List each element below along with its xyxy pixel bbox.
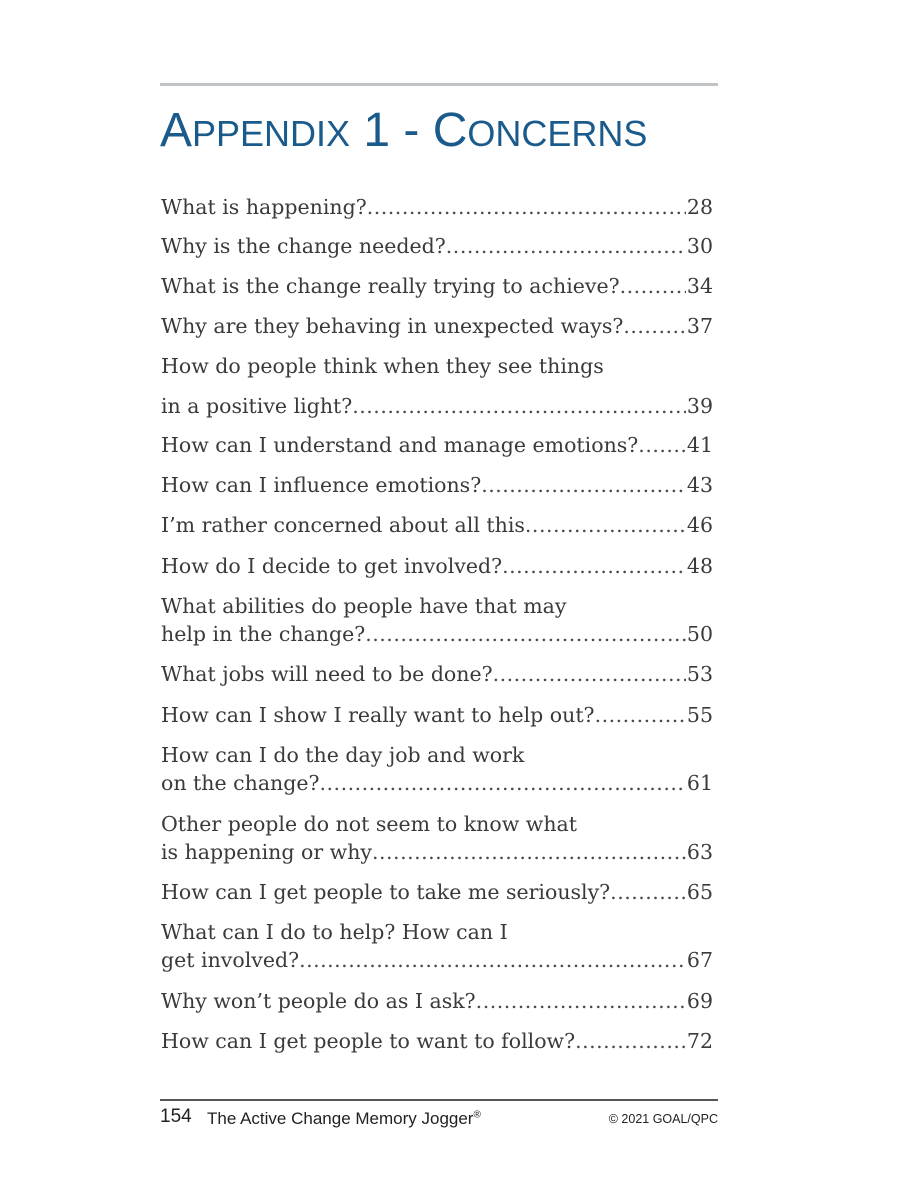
toc-line (161, 552, 713, 580)
title-cap-2: C (432, 104, 468, 157)
toc-entry-text: on the change? (161, 771, 320, 795)
toc-line (161, 392, 713, 420)
toc-entry-text: What abilities do people have that may (161, 594, 567, 618)
toc-entry-text: How can I influence emotions? (161, 473, 482, 497)
footer-copyright: © 2021 GOAL/QPC (608, 1112, 718, 1126)
toc-entry (161, 193, 713, 221)
footer-book-title (207, 1109, 481, 1129)
toc-entry-text: Why are they behaving in unexpected ways? (161, 314, 624, 338)
toc-line (161, 838, 713, 866)
toc-page-number: 55 (686, 703, 713, 727)
toc-entry-text: How do I decide to get involved? (161, 554, 503, 578)
toc-line (161, 352, 713, 380)
dot-leader (493, 660, 686, 688)
top-rule (160, 83, 718, 86)
toc-entry-text: Other people do not seem to know what (161, 812, 577, 836)
toc-page-number: 37 (686, 314, 713, 338)
toc-line (161, 987, 713, 1015)
toc-page-number: 72 (686, 1029, 713, 1053)
toc-entry (161, 471, 713, 499)
dot-leader (575, 1027, 686, 1055)
toc-page-number: 65 (686, 880, 713, 904)
toc-line (161, 471, 713, 499)
toc-entry (161, 272, 713, 300)
title-number: 1 - (350, 104, 433, 157)
toc-page-number: 46 (686, 513, 713, 537)
toc-entry (161, 431, 713, 459)
bottom-rule (160, 1099, 718, 1101)
dot-leader (620, 272, 686, 300)
toc-entry-text: How can I get people to want to follow? (161, 1029, 576, 1053)
toc-entry (161, 352, 713, 420)
dot-leader (372, 838, 686, 866)
book-title-text: The Active Change Memory Jogger (207, 1109, 474, 1128)
toc-line (161, 769, 713, 797)
dot-leader (595, 701, 686, 729)
dot-leader (320, 769, 686, 797)
toc-page-number: 34 (686, 274, 713, 298)
dot-leader (623, 312, 686, 340)
toc-entry-text: How can I get people to take me seriously? (161, 880, 611, 904)
dot-leader (352, 392, 686, 420)
toc-line (161, 193, 713, 221)
toc-line (161, 810, 713, 838)
toc-entry-text: What is happening? (161, 195, 367, 219)
dot-leader (525, 511, 686, 539)
toc-entry-text: is happening or why (161, 840, 372, 864)
toc-page-number: 43 (686, 473, 713, 497)
toc-line (161, 701, 713, 729)
toc-entry-text: How can I show I really want to help out? (161, 703, 595, 727)
title-cap-1: A (160, 104, 193, 157)
toc-line (161, 431, 713, 459)
toc-entry (161, 701, 713, 729)
toc-entry (161, 810, 713, 866)
toc-entry (161, 1027, 713, 1055)
dot-leader (610, 878, 686, 906)
toc-entry-text: What jobs will need to be done? (161, 662, 493, 686)
toc-line (161, 1027, 713, 1055)
toc-line (161, 272, 713, 300)
dot-leader (365, 620, 686, 648)
toc-line (161, 232, 713, 260)
toc-entry (161, 741, 713, 797)
toc-page-number: 41 (686, 433, 713, 457)
toc-page-number: 69 (686, 989, 713, 1013)
toc-entry (161, 987, 713, 1015)
toc-line (161, 511, 713, 539)
toc-entry-text: What is the change really trying to achieve? (161, 274, 620, 298)
toc-entry-text: How can I do the day job and work (161, 743, 525, 767)
toc-page-number: 67 (686, 948, 713, 972)
toc-page-number: 30 (686, 234, 713, 258)
toc-entry-text: in a positive light? (161, 394, 353, 418)
toc-entry (161, 878, 713, 906)
toc-line (161, 660, 713, 688)
dot-leader (502, 552, 686, 580)
dot-leader (476, 987, 686, 1015)
dot-leader (638, 431, 686, 459)
toc-line (161, 620, 713, 648)
dot-leader (299, 946, 686, 974)
page-footer (160, 1104, 718, 1134)
toc-entry (161, 552, 713, 580)
toc-entry (161, 918, 713, 974)
registered-mark: ® (473, 1109, 481, 1121)
toc-page-number: 61 (686, 771, 713, 795)
toc-line (161, 878, 713, 906)
toc-line (161, 312, 713, 340)
toc-entry-text: help in the change? (161, 622, 366, 646)
toc-page-number: 63 (686, 840, 713, 864)
toc-line (161, 741, 713, 769)
toc-entry-text: get involved? (161, 948, 300, 972)
toc-line (161, 592, 713, 620)
title-rest-2: ONCERNS (467, 113, 648, 154)
toc-page-number: 39 (686, 394, 713, 418)
page-title (160, 103, 647, 158)
toc-entry-text: Why is the change needed? (161, 234, 446, 258)
title-rest-1: PPENDIX (192, 113, 351, 154)
toc-entry (161, 660, 713, 688)
toc-page-number: 48 (686, 554, 713, 578)
toc-page-number: 50 (686, 622, 713, 646)
dot-leader (367, 193, 686, 221)
toc-page-number: 53 (686, 662, 713, 686)
toc-entry-text: How do people think when they see things (161, 354, 604, 378)
toc-entry-text: Why won’t people do as I ask? (161, 989, 476, 1013)
toc-entry-text: How can I understand and manage emotions? (161, 433, 639, 457)
toc-line (161, 946, 713, 974)
toc-entry (161, 511, 713, 539)
toc-page-number: 28 (686, 195, 713, 219)
toc-entry-text: What can I do to help? How can I (161, 920, 508, 944)
toc-entry (161, 312, 713, 340)
toc-entry (161, 592, 713, 648)
toc-entry (161, 232, 713, 260)
toc-line (161, 918, 713, 946)
dot-leader (446, 232, 686, 260)
footer-page-number: 154 (160, 1106, 192, 1127)
toc-entry-text: I’m rather concerned about all this (161, 513, 525, 537)
dot-leader (481, 471, 686, 499)
